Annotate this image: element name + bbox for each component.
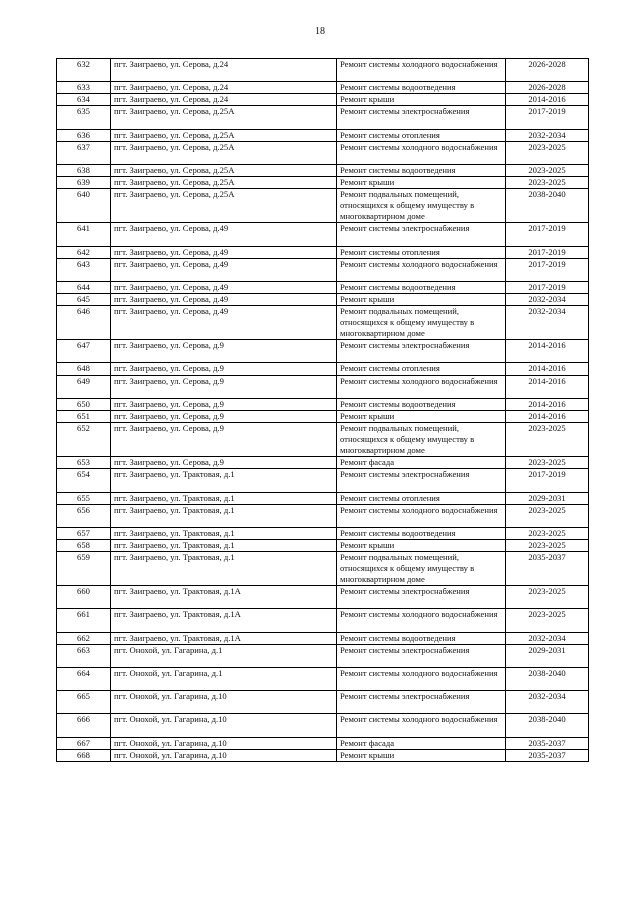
- row-address: пгт. Заиграево, ул. Трактовая, д.1: [111, 492, 337, 504]
- row-work-type: Ремонт фасада: [337, 737, 506, 749]
- row-number: 650: [57, 398, 111, 410]
- row-work-type: Ремонт системы электроснабжения: [337, 644, 506, 667]
- row-address: пгт. Заиграево, ул. Серова, д.49: [111, 258, 337, 281]
- row-period: 2029-2031: [506, 644, 589, 667]
- row-number: 642: [57, 246, 111, 258]
- table-row: [57, 457, 589, 469]
- row-work-type: Ремонт системы водоотведения: [337, 632, 506, 644]
- row-number: 666: [57, 714, 111, 737]
- row-period: 2038-2040: [506, 189, 589, 223]
- row-number: 634: [57, 94, 111, 106]
- row-work-type: Ремонт системы холодного водоснабжения: [337, 667, 506, 690]
- row-number: 644: [57, 281, 111, 293]
- table-row: [57, 189, 589, 223]
- row-work-type: Ремонт системы водоотведения: [337, 164, 506, 176]
- row-period: 2032-2034: [506, 632, 589, 644]
- row-number: 635: [57, 106, 111, 129]
- row-work-type: Ремонт крыши: [337, 94, 506, 106]
- row-period: 2023-2025: [506, 539, 589, 551]
- table-row: [57, 714, 589, 737]
- table-row: [57, 176, 589, 188]
- row-work-type: Ремонт системы водоотведения: [337, 281, 506, 293]
- row-period: 2014-2016: [506, 398, 589, 410]
- row-address: пгт. Заиграево, ул. Серова, д.9: [111, 398, 337, 410]
- row-period: 2032-2034: [506, 293, 589, 305]
- row-address: пгт. Заиграево, ул. Серова, д.24: [111, 94, 337, 106]
- row-work-type: Ремонт подвальных помещений, относящихся к общему имуществу в многоквартирном доме: [337, 422, 506, 456]
- row-number: 662: [57, 632, 111, 644]
- row-period: 2026-2028: [506, 59, 589, 82]
- row-work-type: Ремонт системы отопления: [337, 246, 506, 258]
- row-period: 2032-2034: [506, 691, 589, 714]
- row-address: пгт. Заиграево, ул. Трактовая, д.1: [111, 527, 337, 539]
- row-address: пгт. Заиграево, ул. Серова, д.24: [111, 82, 337, 94]
- row-address: пгт. Онохой, ул. Гагарина, д.10: [111, 737, 337, 749]
- row-number: 648: [57, 363, 111, 375]
- row-address: пгт. Заиграево, ул. Серова, д.9: [111, 363, 337, 375]
- row-number: 660: [57, 586, 111, 609]
- table-row: [57, 305, 589, 339]
- table-row: [57, 293, 589, 305]
- row-work-type: Ремонт системы водоотведения: [337, 398, 506, 410]
- row-work-type: Ремонт системы электроснабжения: [337, 586, 506, 609]
- row-period: 2017-2019: [506, 469, 589, 492]
- table-row: [57, 422, 589, 456]
- table-row: [57, 59, 589, 82]
- row-address: пгт. Заиграево, ул. Серова, д.9: [111, 422, 337, 456]
- row-number: 663: [57, 644, 111, 667]
- table-row: [57, 504, 589, 527]
- row-number: 659: [57, 551, 111, 585]
- row-work-type: Ремонт системы водоотведения: [337, 82, 506, 94]
- row-number: 646: [57, 305, 111, 339]
- row-period: 2023-2025: [506, 527, 589, 539]
- row-work-type: Ремонт системы электроснабжения: [337, 469, 506, 492]
- row-work-type: Ремонт подвальных помещений, относящихся к общему имуществу в многоквартирном доме: [337, 551, 506, 585]
- row-number: 654: [57, 469, 111, 492]
- row-work-type: Ремонт системы электроснабжения: [337, 223, 506, 246]
- table-row: [57, 667, 589, 690]
- row-work-type: Ремонт системы холодного водоснабжения: [337, 375, 506, 398]
- row-number: 657: [57, 527, 111, 539]
- row-address: пгт. Заиграево, ул. Трактовая, д.1А: [111, 586, 337, 609]
- row-period: 2017-2019: [506, 106, 589, 129]
- table-row: [57, 586, 589, 609]
- row-address: пгт. Онохой, ул. Гагарина, д.10: [111, 714, 337, 737]
- row-period: 2023-2025: [506, 457, 589, 469]
- row-work-type: Ремонт системы холодного водоснабжения: [337, 609, 506, 632]
- row-address: пгт. Онохой, ул. Гагарина, д.1: [111, 667, 337, 690]
- table-row: [57, 644, 589, 667]
- table-row: [57, 246, 589, 258]
- row-work-type: Ремонт крыши: [337, 410, 506, 422]
- row-period: 2023-2025: [506, 141, 589, 164]
- row-work-type: Ремонт системы холодного водоснабжения: [337, 141, 506, 164]
- row-work-type: Ремонт крыши: [337, 539, 506, 551]
- row-number: 667: [57, 737, 111, 749]
- row-period: 2035-2037: [506, 737, 589, 749]
- row-number: 661: [57, 609, 111, 632]
- table-row: [57, 410, 589, 422]
- row-work-type: Ремонт системы водоотведения: [337, 527, 506, 539]
- row-address: пгт. Заиграево, ул. Серова, д.49: [111, 223, 337, 246]
- row-work-type: Ремонт системы электроснабжения: [337, 691, 506, 714]
- row-work-type: Ремонт системы холодного водоснабжения: [337, 504, 506, 527]
- row-number: 668: [57, 749, 111, 761]
- row-work-type: Ремонт системы отопления: [337, 363, 506, 375]
- row-address: пгт. Заиграево, ул. Трактовая, д.1: [111, 551, 337, 585]
- row-address: пгт. Заиграево, ул. Серова, д.25А: [111, 176, 337, 188]
- row-address: пгт. Заиграево, ул. Серова, д.49: [111, 305, 337, 339]
- row-period: 2014-2016: [506, 340, 589, 363]
- table-body: [57, 59, 589, 762]
- row-period: 2023-2025: [506, 422, 589, 456]
- row-address: пгт. Заиграево, ул. Трактовая, д.1: [111, 504, 337, 527]
- row-period: 2017-2019: [506, 281, 589, 293]
- row-work-type: Ремонт крыши: [337, 176, 506, 188]
- table-row: [57, 492, 589, 504]
- row-address: пгт. Заиграево, ул. Трактовая, д.1: [111, 539, 337, 551]
- table-row: [57, 223, 589, 246]
- row-period: 2035-2037: [506, 551, 589, 585]
- table-row: [57, 129, 589, 141]
- table-row: [57, 609, 589, 632]
- row-period: 2023-2025: [506, 504, 589, 527]
- table-row: [57, 363, 589, 375]
- row-period: 2014-2016: [506, 410, 589, 422]
- row-number: 640: [57, 189, 111, 223]
- row-number: 658: [57, 539, 111, 551]
- row-address: пгт. Онохой, ул. Гагарина, д.10: [111, 691, 337, 714]
- row-number: 638: [57, 164, 111, 176]
- row-period: 2017-2019: [506, 223, 589, 246]
- row-period: 2017-2019: [506, 246, 589, 258]
- row-period: 2029-2031: [506, 492, 589, 504]
- row-period: 2014-2016: [506, 363, 589, 375]
- row-work-type: Ремонт крыши: [337, 749, 506, 761]
- row-number: 636: [57, 129, 111, 141]
- row-number: 633: [57, 82, 111, 94]
- row-period: 2026-2028: [506, 82, 589, 94]
- row-number: 651: [57, 410, 111, 422]
- table-row: [57, 749, 589, 761]
- table-row: [57, 398, 589, 410]
- table-row: [57, 469, 589, 492]
- row-number: 649: [57, 375, 111, 398]
- row-address: пгт. Заиграево, ул. Трактовая, д.1А: [111, 632, 337, 644]
- row-work-type: Ремонт системы отопления: [337, 492, 506, 504]
- row-period: 2032-2034: [506, 129, 589, 141]
- row-period: 2038-2040: [506, 667, 589, 690]
- row-period: 2038-2040: [506, 714, 589, 737]
- row-work-type: Ремонт системы отопления: [337, 129, 506, 141]
- row-address: пгт. Заиграево, ул. Серова, д.25А: [111, 129, 337, 141]
- row-period: 2023-2025: [506, 609, 589, 632]
- page-number: 18: [315, 26, 325, 37]
- table-row: [57, 82, 589, 94]
- row-address: пгт. Заиграево, ул. Трактовая, д.1А: [111, 609, 337, 632]
- row-number: 645: [57, 293, 111, 305]
- row-address: пгт. Заиграево, ул. Серова, д.9: [111, 457, 337, 469]
- row-number: 641: [57, 223, 111, 246]
- row-number: 637: [57, 141, 111, 164]
- row-period: 2023-2025: [506, 586, 589, 609]
- row-work-type: Ремонт системы холодного водоснабжения: [337, 258, 506, 281]
- table-row: [57, 164, 589, 176]
- table-row: [57, 281, 589, 293]
- row-period: 2017-2019: [506, 258, 589, 281]
- row-period: 2023-2025: [506, 164, 589, 176]
- table-row: [57, 539, 589, 551]
- row-address: пгт. Заиграево, ул. Серова, д.9: [111, 340, 337, 363]
- table-row: [57, 691, 589, 714]
- repair-schedule-table: [56, 58, 589, 762]
- row-number: 647: [57, 340, 111, 363]
- row-work-type: Ремонт системы холодного водоснабжения: [337, 59, 506, 82]
- row-number: 643: [57, 258, 111, 281]
- table-row: [57, 551, 589, 585]
- row-number: 632: [57, 59, 111, 82]
- table-row: [57, 527, 589, 539]
- row-address: пгт. Онохой, ул. Гагарина, д.1: [111, 644, 337, 667]
- row-period: 2032-2034: [506, 305, 589, 339]
- row-address: пгт. Заиграево, ул. Трактовая, д.1: [111, 469, 337, 492]
- row-period: 2035-2037: [506, 749, 589, 761]
- row-work-type: Ремонт фасада: [337, 457, 506, 469]
- row-work-type: Ремонт подвальных помещений, относящихся к общему имуществу в многоквартирном доме: [337, 189, 506, 223]
- table-row: [57, 94, 589, 106]
- row-number: 656: [57, 504, 111, 527]
- row-work-type: Ремонт крыши: [337, 293, 506, 305]
- row-address: пгт. Заиграево, ул. Серова, д.25А: [111, 164, 337, 176]
- row-address: пгт. Заиграево, ул. Серова, д.25А: [111, 141, 337, 164]
- table-row: [57, 375, 589, 398]
- row-period: 2023-2025: [506, 176, 589, 188]
- row-address: пгт. Заиграево, ул. Серова, д.25А: [111, 106, 337, 129]
- row-address: пгт. Заиграево, ул. Серова, д.9: [111, 375, 337, 398]
- table-row: [57, 106, 589, 129]
- row-address: пгт. Заиграево, ул. Серова, д.9: [111, 410, 337, 422]
- row-period: 2014-2016: [506, 375, 589, 398]
- row-period: 2014-2016: [506, 94, 589, 106]
- row-work-type: Ремонт системы холодного водоснабжения: [337, 714, 506, 737]
- table-row: [57, 141, 589, 164]
- row-number: 655: [57, 492, 111, 504]
- row-address: пгт. Заиграево, ул. Серова, д.49: [111, 246, 337, 258]
- row-work-type: Ремонт системы электроснабжения: [337, 340, 506, 363]
- row-address: пгт. Заиграево, ул. Серова, д.49: [111, 293, 337, 305]
- table-row: [57, 737, 589, 749]
- row-address: пгт. Заиграево, ул. Серова, д.25А: [111, 189, 337, 223]
- table-row: [57, 258, 589, 281]
- row-address: пгт. Заиграево, ул. Серова, д.49: [111, 281, 337, 293]
- row-number: 665: [57, 691, 111, 714]
- row-work-type: Ремонт подвальных помещений, относящихся к общему имуществу в многоквартирном доме: [337, 305, 506, 339]
- table-row: [57, 632, 589, 644]
- row-work-type: Ремонт системы электроснабжения: [337, 106, 506, 129]
- table-row: [57, 340, 589, 363]
- row-number: 639: [57, 176, 111, 188]
- row-number: 653: [57, 457, 111, 469]
- row-number: 652: [57, 422, 111, 456]
- row-number: 664: [57, 667, 111, 690]
- row-address: пгт. Заиграево, ул. Серова, д.24: [111, 59, 337, 82]
- row-address: пгт. Онохой, ул. Гагарина, д.10: [111, 749, 337, 761]
